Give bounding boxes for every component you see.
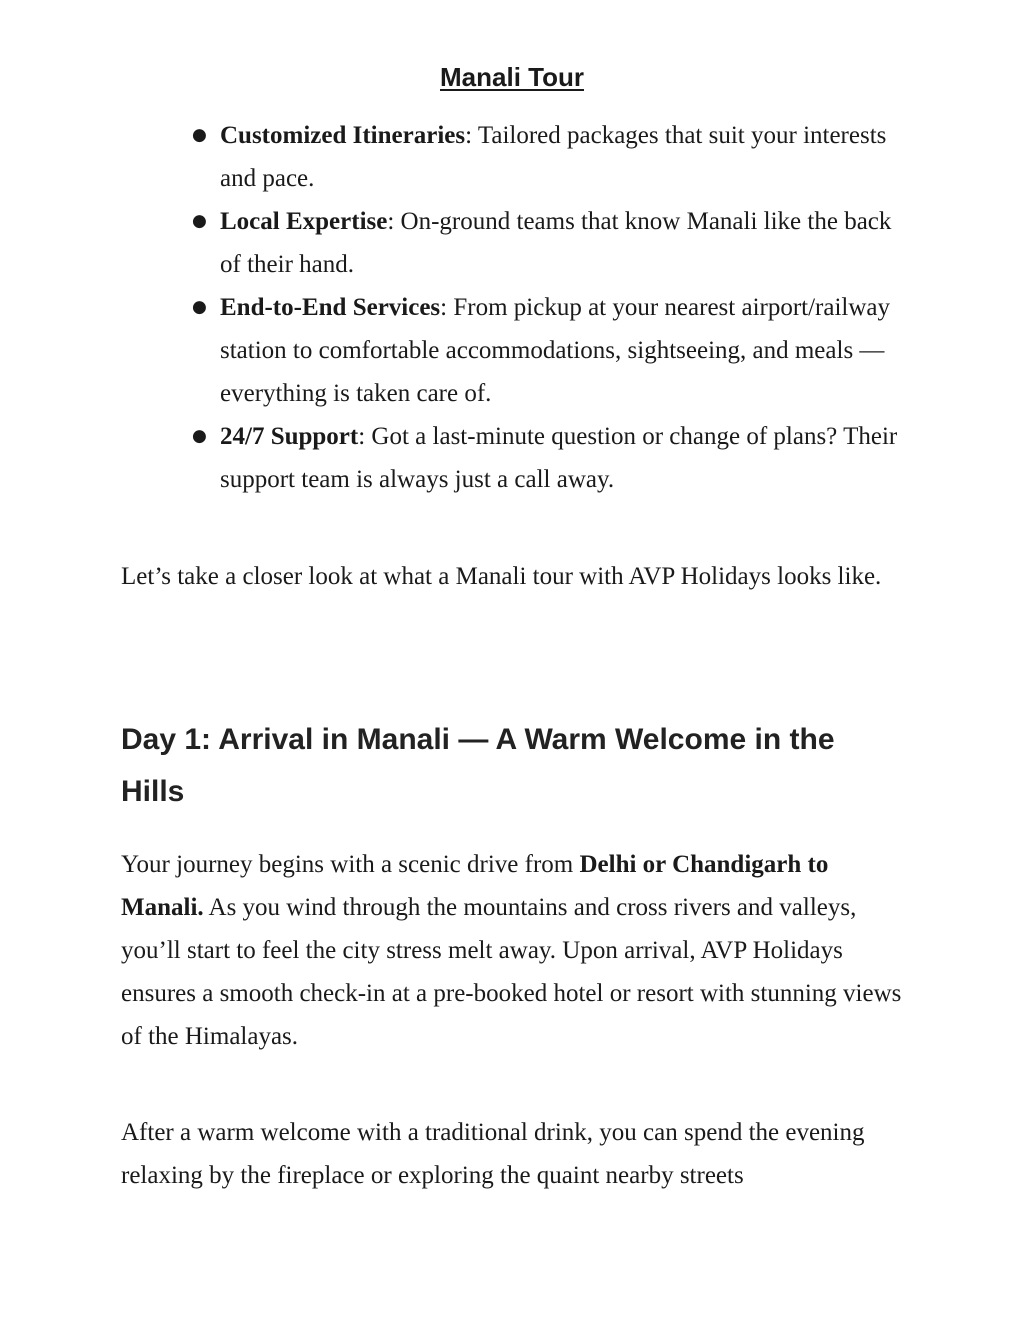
bullet-icon: ● (192, 125, 207, 145)
day1-text-start: Your journey begins with a scenic drive from (121, 851, 580, 878)
bullet-icon: ● (192, 211, 207, 231)
day1-heading: Day 1: Arrival in Manali — A Warm Welcome in the Hills (121, 723, 835, 808)
list-item-text: : On-ground teams that know Manali like the back of their hand. (220, 208, 892, 278)
day1-route: Delhi or Chandigarh to Manali. (121, 851, 829, 921)
bullet-icon: ● (192, 297, 207, 317)
list-item-title: Customized Itineraries (220, 122, 466, 149)
list-item (192, 415, 900, 501)
feature-list (192, 114, 900, 501)
list-item (192, 114, 900, 200)
day1-paragraph-2: After a warm welcome with a traditional drink, you can spend the evening relaxing by the fireplace or exploring the quaint nearby streets (121, 1119, 865, 1189)
bullet-icon: ● (192, 426, 207, 446)
list-item-title: 24/7 Support (220, 423, 359, 450)
page-title: Manali Tour (440, 62, 584, 92)
list-item-title: Local Expertise (220, 208, 388, 235)
list-item (192, 286, 900, 415)
list-item-text: : Tailored packages that suit your interests and pace. (220, 122, 887, 192)
list-item-title: End-to-End Services (220, 294, 441, 321)
intro-paragraph: Let’s take a closer look at what a Manali tour with AVP Holidays looks like. (121, 563, 882, 590)
list-item-text: : Got a last-minute question or change of plans? Their support team is always just a call away. (220, 423, 898, 493)
day1-text-rest: As you wind through the mountains and cross rivers and valleys, you’ll start to feel the city stress melt away. Upon arrival, AVP Holidays ensures a smooth check-in at a pre-booked hotel or resort with stunning views of the Himalayas. (121, 894, 902, 1050)
list-item-text: : From pickup at your nearest airport/railway station to comfortable accommodations, sightseeing, and meals — everything is taken care of. (220, 294, 891, 407)
day1-paragraph (121, 843, 911, 1058)
list-item (192, 200, 900, 286)
